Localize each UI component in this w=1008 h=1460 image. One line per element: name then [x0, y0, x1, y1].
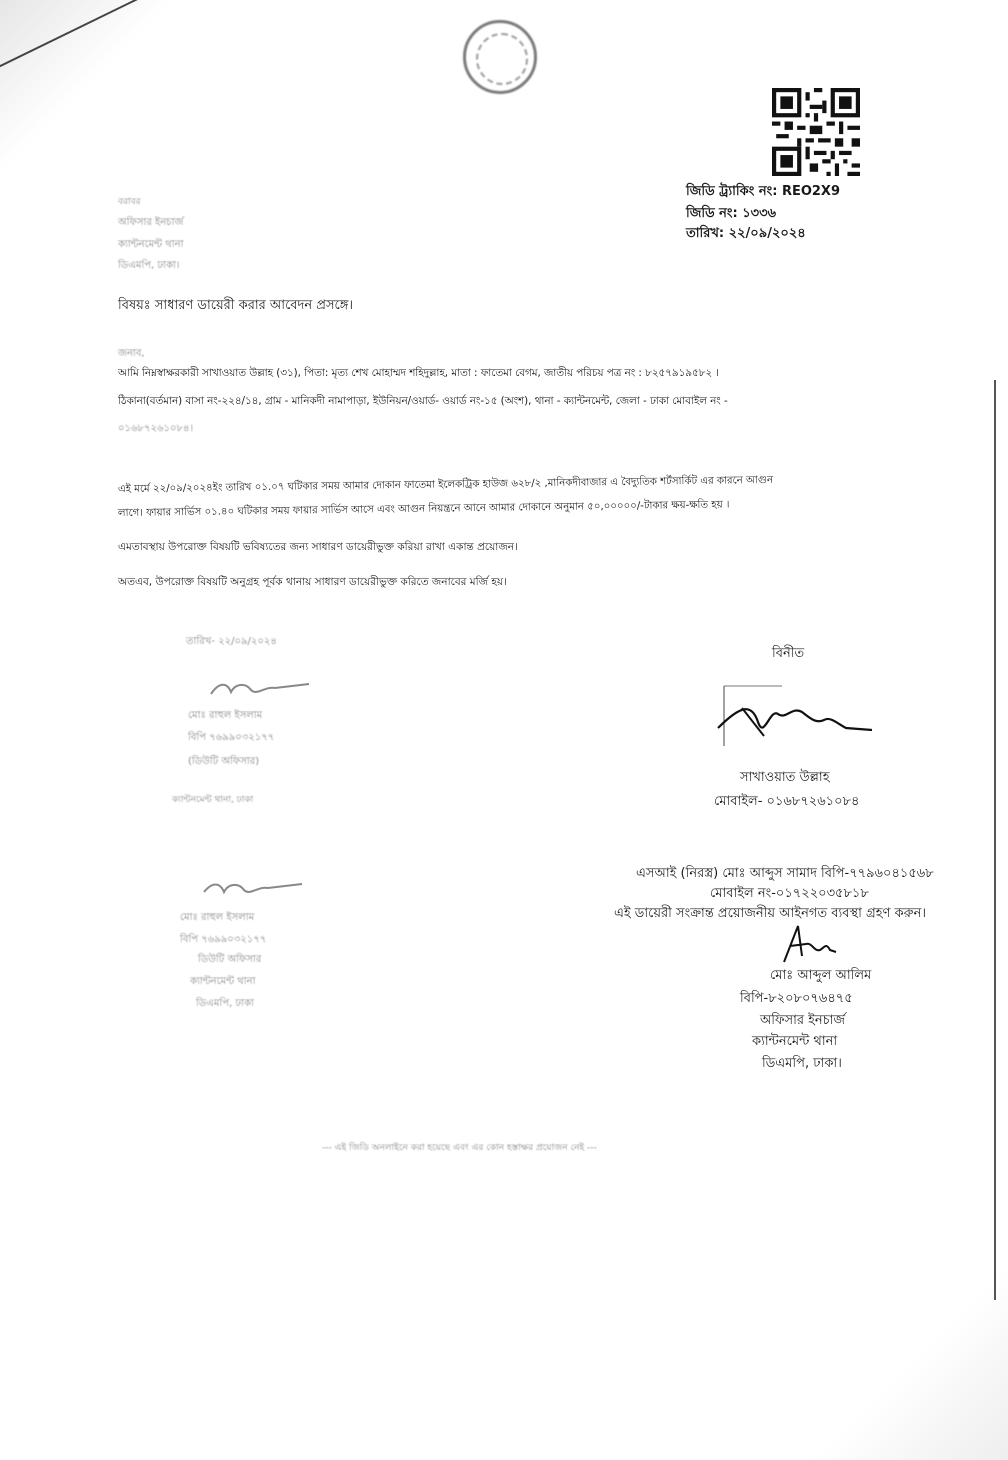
- applicant-name: সাখাওয়াত উল্লাহ: [740, 770, 830, 785]
- recipient-to: বরাবর: [118, 197, 141, 207]
- oc-name: মোঃ আব্দুল আলিম: [770, 968, 872, 983]
- subject-line: বিষয়ঃ সাধারণ ডায়েরী করার আবেদন প্রসঙ্গে।: [118, 298, 354, 313]
- gd-tracking-number: জিডি ট্র্যাকিং নং: REO2X9: [686, 184, 841, 199]
- salutation: জনাব,: [118, 348, 145, 359]
- left2-officer-role: ডিউটি অফিসার: [198, 954, 262, 965]
- endorsement-instruction: এই ডায়েরী সংক্রান্ত প্রয়োজনীয় আইনগত ব্যবস্থা গ্রহণ করুন।: [614, 906, 927, 921]
- body-purpose: এমতাবস্থায় উপরোক্ত বিষয়টি ভবিষ্যতের জন্য সাধারণ ডায়েরীভুক্ত করিয়া রাখা একান্ত প্রয়োজন।: [118, 541, 518, 553]
- recipient-officer: অফিসার ইনচার্জ: [118, 217, 184, 228]
- body-event-line-1: এই মর্মে ২২/০৯/২০২৪ইং তারিখ ০১.০৭ ঘটিকার সময় আমার দোকান ফাতেমা ইলেকট্রিক হাউজ ৬২৮/২ ,মানিকদীবাজার এ বৈদ্যুতিক শর্টসার্কিট এর কারনে আগুন: [117, 474, 774, 495]
- oc-bp-number: বিপি-৮২০৮০৭৬৪৭৫: [740, 991, 853, 1006]
- recipient-city: ডিএমপি, ঢাকা।: [118, 260, 180, 271]
- left-officer-name: মোঃ রাহুল ইসলাম: [188, 710, 263, 721]
- oc-title: অফিসার ইনচার্জ: [760, 1013, 846, 1028]
- endorsement-mobile: মোবাইল নং-০১৭২২০৩৫৮১৮: [710, 886, 869, 901]
- left-officer-id: বিপি ৭৬৯৯০৩২১৭৭: [188, 732, 275, 743]
- endorsement-si-line: এসআই (নিরস্ত্র) মোঃ আব্দুস সামাদ বিপি-৭৭৯৬০৪১৫৬৮: [636, 866, 934, 881]
- left2-officer-city: ডিএমপি, ঢাকা: [196, 998, 254, 1009]
- left2-officer-station: ক্যান্টনমেন্ট থানা: [190, 976, 256, 987]
- recipient-station: ক্যান্টনমেন্ট থানা: [118, 239, 184, 250]
- oc-station: ক্যান্টনমেন্ট থানা: [752, 1034, 838, 1049]
- body-request: অতএব, উপরোক্ত বিষয়টি অনুগ্রহ পূর্বক থানায় সাধারণ ডায়েরীভুক্ত করিতে জনাবের মর্জি হয়।: [118, 576, 507, 588]
- applicant-signature: [712, 684, 876, 750]
- gd-date: তারিখ: ২২/০৯/২০২৪: [686, 226, 806, 241]
- applicant-mobile: মোবাইল- ০১৬৮৭২৬১০৮৪: [714, 794, 860, 809]
- body-intro-line-3: ০১৬৮৭২৬১০৮৪।: [118, 423, 194, 434]
- left-officer-extra: ক্যান্টনমেন্ট থানা, ঢাকা: [172, 795, 254, 805]
- left2-officer-id: বিপি ৭৬৯৯০৩২১৭৭: [180, 934, 267, 945]
- gd-number: জিডি নং: ১৩৩৬: [686, 206, 777, 221]
- closing-word: বিনীত: [772, 646, 805, 661]
- qr-code-icon: [772, 88, 860, 176]
- footer-note: --- এই জিডি অনলাইনে করা হয়েছে এবং এর কোন হস্তাক্ষর প্রয়োজন নেই ---: [322, 1143, 597, 1153]
- duty-officer-signature: [205, 676, 315, 702]
- body-intro-line-1: আমি নিম্নস্বাক্ষরকারী সাখাওয়াত উল্লাহ (৩১), পিতা: মৃত্য শেখ মোহাম্মদ শহিদুল্লাহ, মাতা : ফাতেমা বেগম, জাতীয় পরিচয় পত্র নং : ৮২৫৭৯১৯৫৮২ ।: [118, 367, 719, 379]
- duty-officer-signature-2: [198, 876, 308, 902]
- paper-edge-line: [994, 380, 996, 1300]
- left-officer-role: (ডিউটি অফিসার): [188, 756, 260, 767]
- left2-officer-name: মোঃ রাহুল ইসলাম: [180, 912, 255, 923]
- police-seal-logo: [463, 20, 537, 94]
- oc-signature: [780, 922, 840, 966]
- oc-city: ডিএমপি, ঢাকা।: [762, 1056, 842, 1071]
- left-date: তারিখ- ২২/০৯/২০২৪: [186, 636, 277, 647]
- body-event-line-2: লাগে। ফায়ার সার্ভিস ০১.৪০ ঘটিকার সময় ফায়ার সার্ভিস আসে এবং আগুন নিয়ন্ত্রনে আনে আমার দোকানে অনুমান ৫০,০০০০০/-টাকার ক্ষয়-ক্ষতি হয় ।: [117, 499, 730, 519]
- body-intro-line-2: ঠিকানা(বর্তমান) বাসা নং-২২৪/১৪, গ্রাম - মানিকদী নামাপাড়া, ইউনিয়ন/ওয়ার্ড- ওয়ার্ড নং-১৫ (অংশ), থানা - ক্যান্টনমেন্ট, জেলা - ঢাকা মোবাইল নং -: [118, 395, 728, 407]
